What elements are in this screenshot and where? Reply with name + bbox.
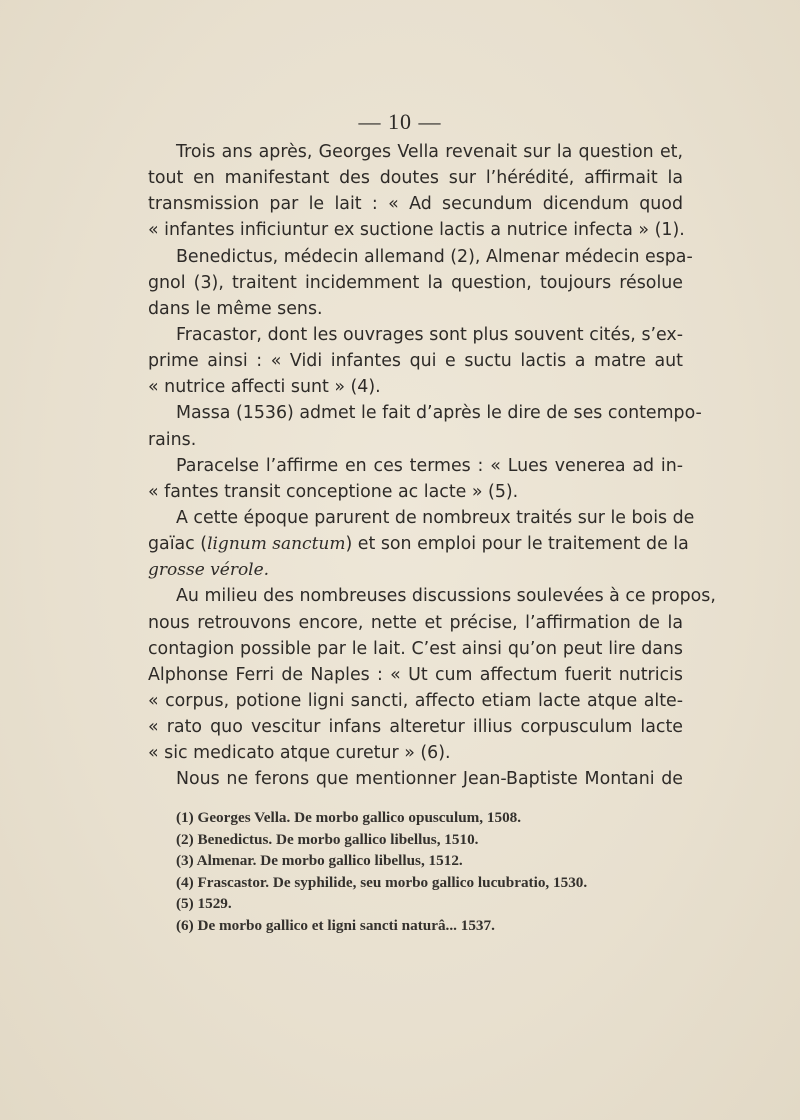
footnote: (1) Georges Vella. De morbo gallico opusculum, 1508. [176,809,522,826]
footnote: (2) Benedictus. De morbo gallico libellus, 1510. [176,830,479,848]
text-line: « sic medicato atque curetur » (6). [148,743,451,764]
text-line: « fantes transit conceptione ac lacte » (5). [148,481,519,502]
text-line: « corpus, potione ligni sancti, affecto etiam lacte atque alte- [148,690,683,711]
body-text [148,139,716,793]
text-line: gnol (3), traitent incidemment la question, toujours résolue [148,272,683,293]
text-line: Fracastor, dont les ouvrages sont plus souvent cités, s’ex- [176,324,683,345]
page-number: — 10 — [358,109,442,134]
text-line: Massa (1536) admet le fait d’après le dire de ses contempo- [176,403,702,424]
text-line: transmission par le lait : « Ad secundum dicendum quod [148,194,683,215]
text-line: nous retrouvons encore, nette et précise, l’affirmation de la [148,612,683,633]
text-line: gaïac (lignum sanctum) et son emploi pour le traitement de la [148,534,689,555]
text-line: A cette époque parurent de nombreux traités sur le bois de [176,507,695,528]
text-line: Nous ne ferons que mentionner Jean-Baptiste Montani de [176,769,683,790]
text-line: grosse vérole. [148,560,270,581]
text-line: « rato quo vescitur infans alteretur illius corpusculum lacte [148,717,683,738]
footnotes [176,807,656,936]
text-line: Trois ans après, Georges Vella revenait sur la question et, [176,142,683,162]
footnote: (4) Frascastor. De syphilide, seu morbo gallico lucubratio, 1530. [176,873,588,891]
footnote: (3) Almenar. De morbo gallico libellus, 1512. [176,852,463,869]
text-line: rains. [148,429,197,450]
text-line: Au milieu des nombreuses discussions soulevées à ce propos, [176,586,716,607]
footnote: (5) 1529. [176,895,232,912]
text-line: contagion possible par le lait. C’est ainsi qu’on peut lire dans [148,638,683,659]
latin-term: lignum sanctum [207,534,346,555]
text-line: Benedictus, médecin allemand (2), Almenar médecin espa- [176,246,693,267]
text-line: tout en manifestant des doutes sur l’hérédité, affirmait la [148,168,683,189]
text-line: Alphonse Ferri de Naples : « Ut cum affectum fuerit nutricis [148,664,683,685]
text-line: « nutrice affecti sunt » (4). [148,377,381,398]
footnote: (6) De morbo gallico et ligni sancti naturâ... 1537. [176,916,495,934]
text-line: « infantes inficiuntur ex suctione lactis a nutrice infecta » (1). [148,220,685,241]
text-line: dans le même sens. [148,298,323,319]
text-line: prime ainsi : « Vidi infantes qui e suctu lactis a matre aut [148,351,683,372]
text-line: Paracelse l’affirme en ces termes : « Lues venerea ad in- [176,455,683,476]
